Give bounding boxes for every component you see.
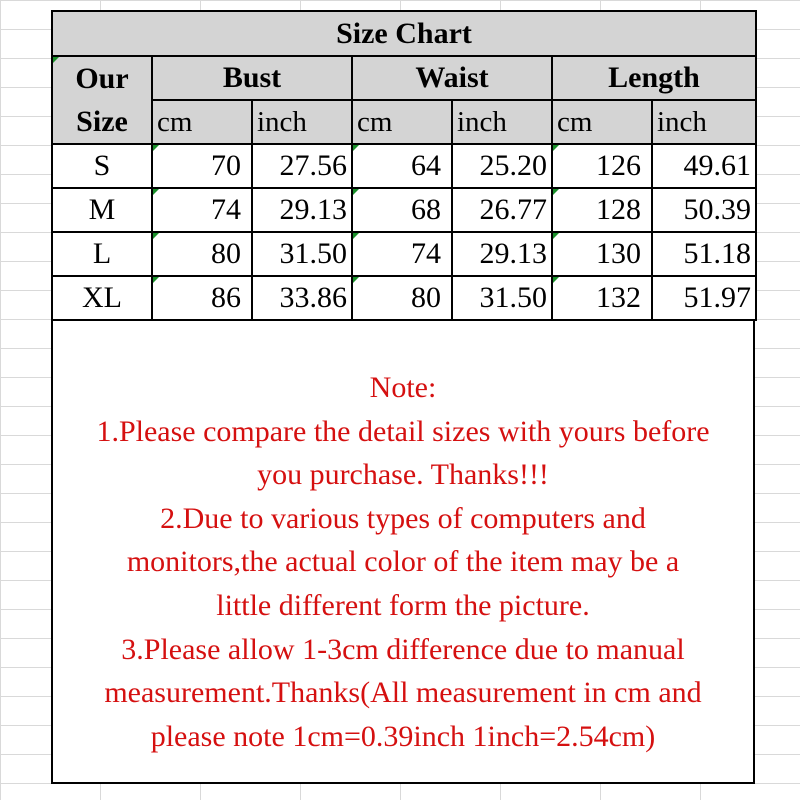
length-inch-cell: 49.61 — [652, 144, 756, 188]
bust-inch-cell: 27.56 — [252, 144, 352, 188]
length-inch-header: inch — [652, 100, 756, 144]
waist-inch-cell: 26.77 — [452, 188, 552, 232]
note-heading: Note: — [369, 371, 437, 404]
bust-cm-header: cm — [152, 100, 252, 144]
note-line: you purchase. Thanks!!! — [257, 458, 549, 492]
waist-cm-cell: 68 — [352, 188, 452, 232]
bust-cm-cell: 80 — [152, 232, 252, 276]
our-label: Our — [75, 62, 129, 95]
size-chart-table — [51, 10, 757, 321]
length-inch-cell: 50.39 — [652, 188, 756, 232]
waist-cm-cell: 80 — [352, 276, 452, 320]
length-inch-cell: 51.97 — [652, 276, 756, 320]
waist-cm-cell: 74 — [352, 232, 452, 276]
length-inch-cell: 51.18 — [652, 232, 756, 276]
note-line: 3.Please allow 1-3cm difference due to manual — [121, 632, 685, 666]
notes-section — [53, 330, 753, 780]
table-row — [52, 232, 756, 276]
waist-inch-header: inch — [452, 100, 552, 144]
length-cm-cell: 130 — [552, 232, 652, 276]
chart-title: Size Chart — [52, 11, 756, 56]
length-cm-cell: 126 — [552, 144, 652, 188]
note-line: 2.Due to various types of computers and — [160, 501, 646, 535]
note-line: 1.Please compare the detail sizes with yours before — [96, 414, 710, 448]
note-line: measurement.Thanks(All measurement in cm and — [104, 676, 702, 710]
bust-cm-cell: 74 — [152, 188, 252, 232]
bust-inch-cell: 33.86 — [252, 276, 352, 320]
table-row — [52, 276, 756, 320]
size-cell: L — [52, 232, 152, 276]
waist-header: Waist — [352, 56, 552, 100]
waist-inch-cell: 29.13 — [452, 232, 552, 276]
bust-cm-cell: 70 — [152, 144, 252, 188]
our-size-header — [52, 56, 152, 144]
bust-inch-cell: 29.13 — [252, 188, 352, 232]
length-cm-cell: 128 — [552, 188, 652, 232]
length-cm-cell: 132 — [552, 276, 652, 320]
size-cell: M — [52, 188, 152, 232]
table-row — [52, 188, 756, 232]
bust-header: Bust — [152, 56, 352, 100]
bust-inch-cell: 31.50 — [252, 232, 352, 276]
waist-cm-cell: 64 — [352, 144, 452, 188]
waist-cm-header: cm — [352, 100, 452, 144]
note-line: please note 1cm=0.39inch 1inch=2.54cm) — [150, 719, 656, 753]
waist-inch-cell: 31.50 — [452, 276, 552, 320]
note-line: monitors,the actual color of the item may be a — [126, 545, 680, 579]
size-cell: S — [52, 144, 152, 188]
table-row — [52, 144, 756, 188]
waist-inch-cell: 25.20 — [452, 144, 552, 188]
length-header: Length — [552, 56, 756, 100]
length-cm-header: cm — [552, 100, 652, 144]
size-cell: XL — [52, 276, 152, 320]
size-label: Size — [76, 105, 128, 138]
bust-cm-cell: 86 — [152, 276, 252, 320]
bust-inch-header: inch — [252, 100, 352, 144]
note-line: little different form the picture. — [216, 588, 590, 622]
